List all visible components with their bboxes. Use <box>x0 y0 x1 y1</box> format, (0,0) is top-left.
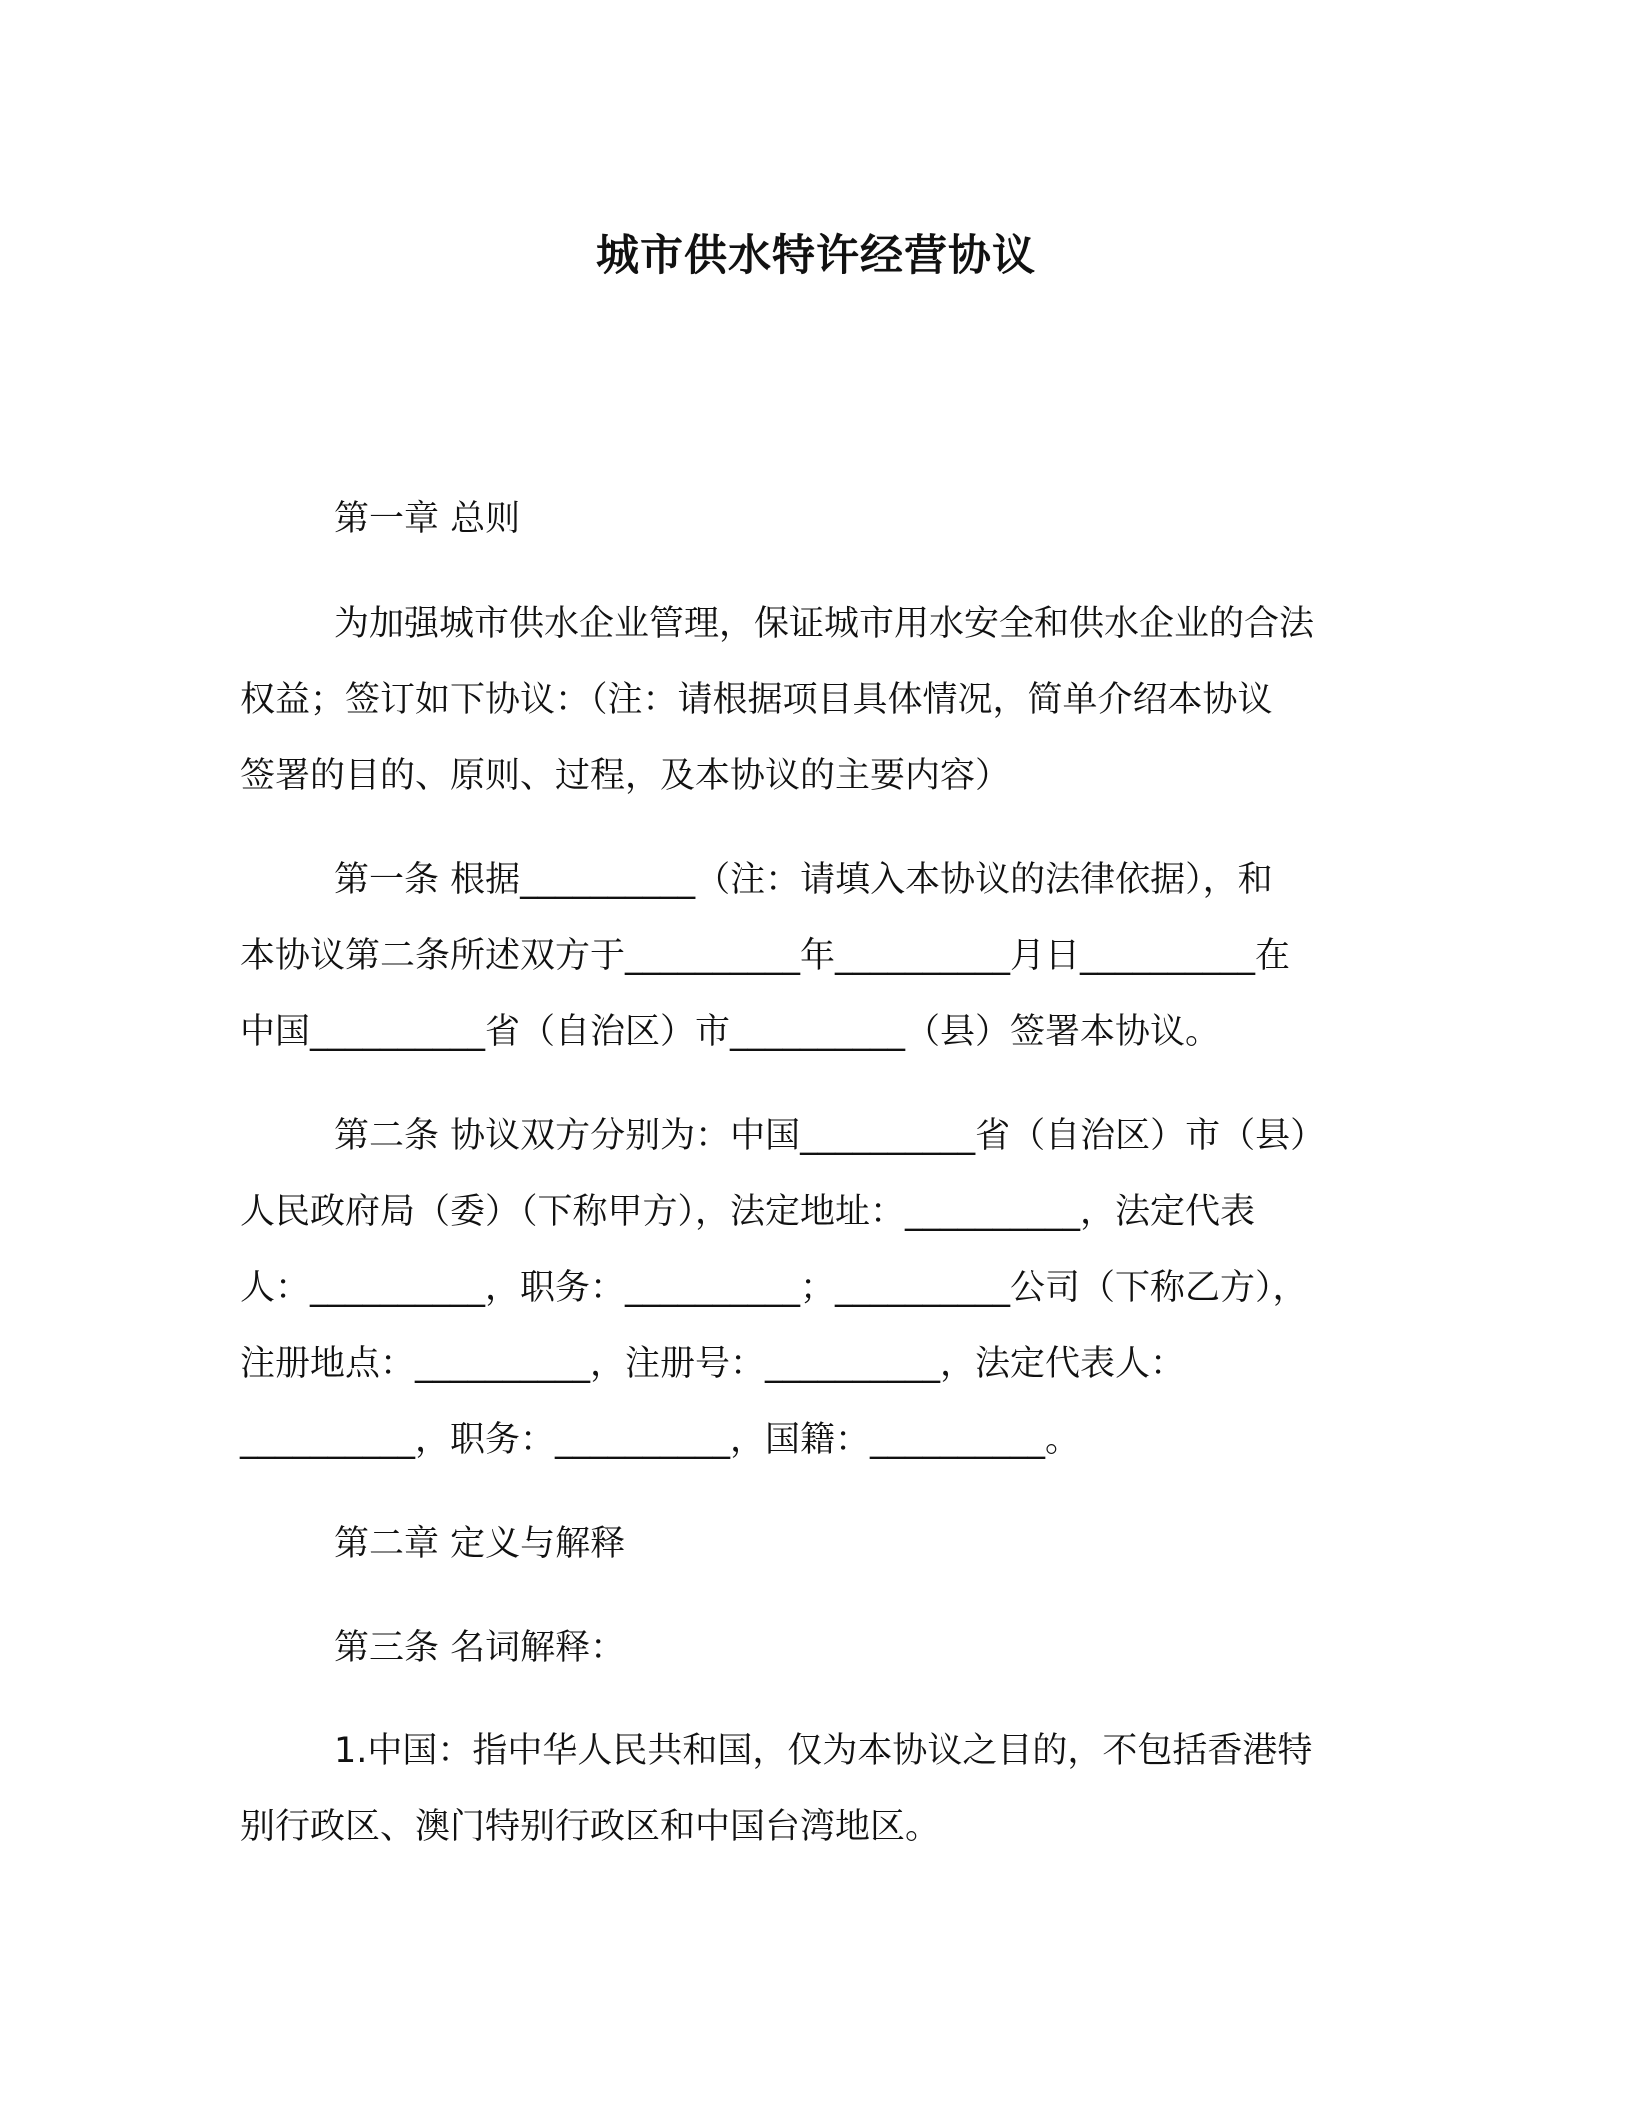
article-3-heading: 第三条 名词解释： <box>334 1628 626 1668</box>
article-2-line-1: 第二条 协议双方分别为：中国__________省（自治区）市（县） <box>334 1116 1326 1156</box>
document-title: 城市供水特许经营协议 <box>596 231 1036 281</box>
article-2-line-3: 人：__________，职务：__________；__________公司（下称乙方）， <box>240 1268 1308 1308</box>
article-2-line-4: 注册地点：__________，注册号：__________，法定代表人： <box>240 1344 1186 1384</box>
chapter-heading-general: 第一章 总则 <box>334 499 521 539</box>
article-1-line-2: 本协议第二条所述双方于__________年__________月日__________在 <box>240 936 1291 976</box>
article-1-line-1: 第一条 根据__________（注：请填入本协议的法律依据），和 <box>334 860 1273 900</box>
intro-line-2: 权益；签订如下协议：（注：请根据项目具体情况，简单介绍本协议 <box>240 680 1273 720</box>
intro-line-1: 为加强城市供水企业管理，保证城市用水安全和供水企业的合法 <box>334 604 1315 644</box>
article-2-line-5: __________，职务：__________，国籍：__________。 <box>240 1420 1081 1460</box>
article-2-line-2: 人民政府局（委）（下称甲方），法定地址：__________，法定代表 <box>240 1192 1256 1232</box>
definition-1-line-1: 1.中国：指中华人民共和国，仅为本协议之目的，不包括香港特 <box>334 1731 1313 1771</box>
definition-1-line-2: 别行政区、澳门特别行政区和中国台湾地区。 <box>240 1807 941 1847</box>
intro-line-3: 签署的目的、原则、过程，及本协议的主要内容） <box>240 756 1011 796</box>
chapter-heading-definitions: 第二章 定义与解释 <box>334 1524 626 1564</box>
article-1-line-3: 中国__________省（自治区）市__________（县）签署本协议。 <box>240 1012 1221 1052</box>
